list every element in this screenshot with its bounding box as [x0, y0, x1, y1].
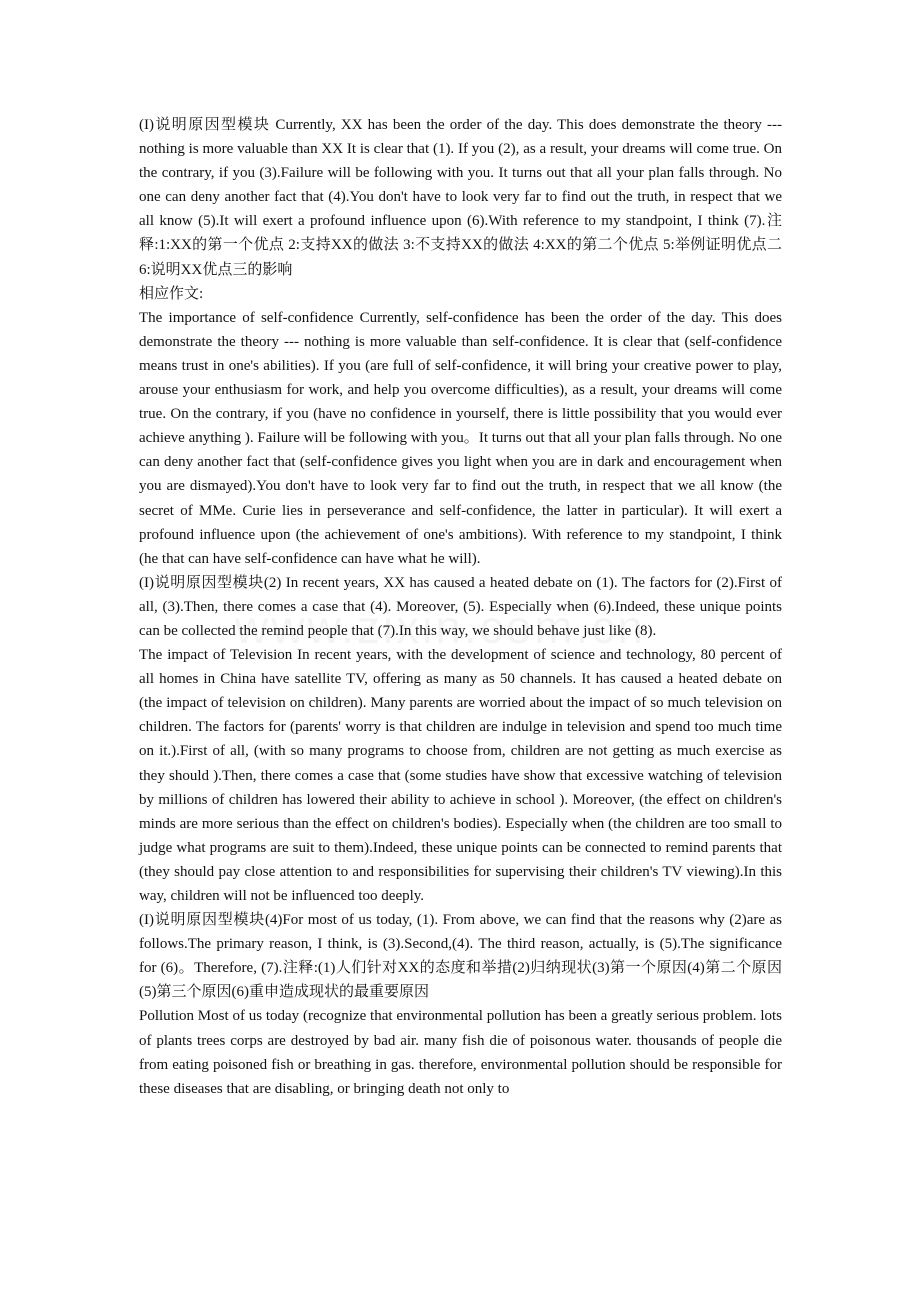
document-body	[139, 113, 782, 1101]
sample-essay-heading: 相应作文:	[139, 285, 204, 302]
essay-paragraph-self-confidence: The importance of self-confidence Currently, self-confidence has been the order of the day. This does demonstrate the theory --- nothing is more valuable than self-confidence. It is clear that (self-confidence means trust in one's abilities). If you (are full of self-confidence, it will bring your creative power to play, arouse your enthusiasm for work, and help you overcome difficulties), as a result, your dreams will come true. On the contrary, if you (have no confidence in yourself, there is little possibility that you would ever achieve anything ). Failure will be following with you。It turns out that all your plan falls through. No one can deny another fact that (self-confidence gives you light when you are in dark and encouragement when you are dismayed).You don't have to look very far to find out the truth, in respect that we all know (the secret of MMe. Curie lies in perseverance and self-confidence, the latter in particular). It will exert a profound influence upon (the achievement of one's ambitions). With reference to my standpoint, I think (he that can have self-confidence can have what he will).	[139, 309, 782, 567]
essay-paragraph-pollution: Pollution Most of us today (recognize that environmental pollution has been a greatly serious problem. lots of plants trees corps are destroyed by bad air. many fish die of poisonous water. thousands of people die from eating poisoned fish or breathing in gas. therefore, environmental pollution should be responsible for these diseases that are disabling, or bringing death not only to	[139, 1008, 782, 1097]
essay-paragraph-television: The impact of Television In recent years, with the development of science and technology, 80 percent of all homes in China have satellite TV, offering as many as 50 channels. It has caused a heated debate on (the impact of television on children). Many parents are worried about the impact of so much television on children. The factors for (parents' worry is that children are indulge in television and spend too much time on it.).First of all, (with so many programs to choose from, children are not getting as much exercise as they should ).Then, there comes a case that (some studies have show that excessive watching of television by millions of children has lowered their ability to achieve in school ). Moreover, (the effect on children's minds are more serious than the effect on children's bodies). Especially when (the children are too small to judge what programs are suit to them).Indeed, these unique points can be connected to remind parents that (they should pay close attention to and responsibilities for supervising their children's TV viewing).In this way, children will not be influenced too deeply.	[139, 647, 782, 904]
template-paragraph-2: (I)说明原因型模块(2) In recent years, XX has caused a heated debate on (1). The factors for (2).First of all, (3).Then, there comes a case that (4). Moreover, (5). Especially when (6).Indeed, these unique points can be collected the remind people that (7).In this way, we should behave just like (8).	[139, 574, 782, 639]
template-paragraph-1: (I)说明原因型模块 Currently, XX has been the order of the day. This does demonstrate the theory --- nothing is more valuable than XX It is clear that (1). If you (2), as a result, your dreams will come true. On the contrary, if you (3).Failure will be following with you. It turns out that all your plan falls through. No one can deny another fact that (4).You don't have to look very far to find out the truth, in respect that we all know (5).It will exert a profound influence upon (6).With reference to my standpoint, I think (7).注释:1:XX的第一个优点 2:支持XX的做法 3:不支持XX的做法 4:XX的第二个优点 5:举例证明优点二 6:说明XX优点三的影响	[139, 117, 782, 278]
template-paragraph-4: (I)说明原因型模块(4)For most of us today, (1). From above, we can find that the reasons why (2)are as follows.The primary reason, I think, is (3).Second,(4). The third reason, actually, is (5).The significance for (6)。Therefore, (7).注释:(1)人们针对XX的态度和举措(2)归纳现状(3)第一个原因(4)第二个原因(5)第三个原因(6)重申造成现状的最重要原因	[139, 912, 782, 1001]
